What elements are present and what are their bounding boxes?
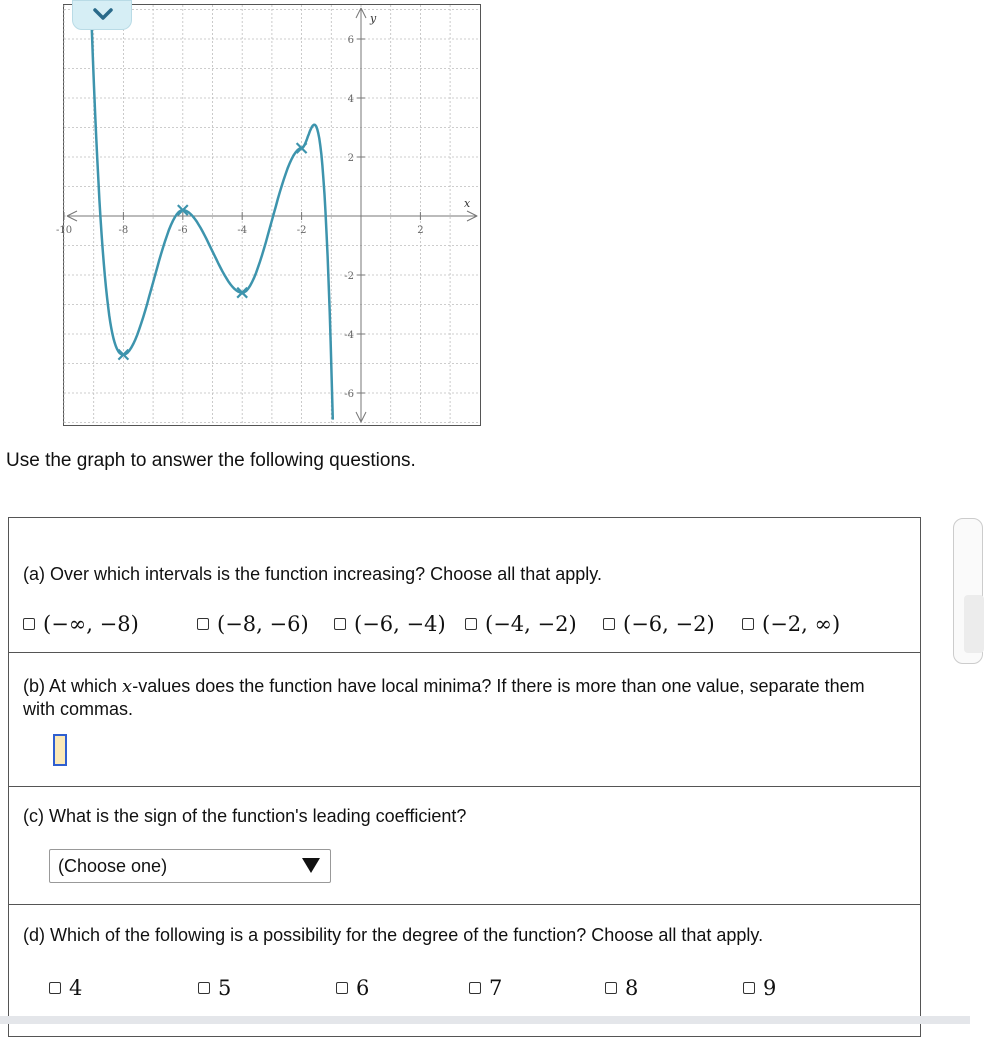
degree-option-7[interactable]: 7 bbox=[469, 976, 502, 1000]
checkbox[interactable] bbox=[603, 618, 615, 630]
interval-option-1[interactable]: (−∞, −8) bbox=[23, 612, 139, 636]
collapse-graph-button[interactable] bbox=[72, 0, 132, 30]
x-tick-label: -2 bbox=[296, 225, 307, 236]
function-graph bbox=[55, 4, 481, 426]
checkbox[interactable] bbox=[742, 618, 754, 630]
part-c bbox=[9, 787, 920, 905]
y-tick-label: -4 bbox=[344, 330, 354, 341]
checkbox[interactable] bbox=[334, 618, 346, 630]
leading-coefficient-select[interactable] bbox=[49, 849, 331, 883]
interval-option-4[interactable]: (−4, −2) bbox=[465, 612, 577, 636]
part-b bbox=[9, 653, 920, 787]
checkbox[interactable] bbox=[336, 982, 348, 994]
degree-option-4[interactable]: 4 bbox=[49, 976, 82, 1000]
x-tick-label: -8 bbox=[118, 225, 129, 236]
checkbox[interactable] bbox=[198, 982, 210, 994]
select-value: (Choose one) bbox=[58, 856, 168, 876]
bottom-bar bbox=[0, 1016, 970, 1024]
instructions-text: Use the graph to answer the following questions. bbox=[6, 450, 416, 471]
checkbox[interactable] bbox=[469, 982, 481, 994]
dropdown-arrow-icon bbox=[302, 858, 320, 873]
y-tick-label: 2 bbox=[347, 153, 354, 164]
x-tick-label: -4 bbox=[237, 225, 248, 236]
part-a bbox=[9, 518, 920, 653]
interval-option-3[interactable]: (−6, −4) bbox=[334, 612, 446, 636]
y-tick-label: 4 bbox=[347, 94, 354, 105]
x-axis-label: x bbox=[464, 197, 471, 210]
degree-option-5[interactable]: 5 bbox=[198, 976, 231, 1000]
y-tick-label: 6 bbox=[347, 35, 354, 46]
degree-option-9[interactable]: 9 bbox=[743, 976, 776, 1000]
part-c-question: (c) What is the sign of the function's leading coefficient? bbox=[23, 806, 467, 826]
checkbox[interactable] bbox=[743, 982, 755, 994]
part-d-question: (d) Which of the following is a possibility for the degree of the function? Choose all that apply. bbox=[23, 925, 764, 945]
checkbox[interactable] bbox=[23, 618, 35, 630]
x-tick-label: -6 bbox=[177, 225, 188, 236]
part-a-question: (a) Over which intervals is the function increasing? Choose all that apply. bbox=[23, 564, 602, 584]
checkbox[interactable] bbox=[605, 982, 617, 994]
y-tick-label: -2 bbox=[344, 271, 354, 282]
checkbox[interactable] bbox=[49, 982, 61, 994]
questions-panel bbox=[8, 517, 921, 1037]
checkbox[interactable] bbox=[465, 618, 477, 630]
side-panel-tab[interactable] bbox=[953, 518, 983, 664]
degree-option-6[interactable]: 6 bbox=[336, 976, 369, 1000]
x-tick-label: -10 bbox=[55, 225, 73, 236]
interval-option-2[interactable]: (−8, −6) bbox=[197, 612, 309, 636]
y-tick-label: -6 bbox=[344, 389, 354, 400]
interval-option-6[interactable]: (−2, ∞) bbox=[742, 612, 840, 636]
interval-option-5[interactable]: (−6, −2) bbox=[603, 612, 715, 636]
degree-option-8[interactable]: 8 bbox=[605, 976, 638, 1000]
checkbox[interactable] bbox=[197, 618, 209, 630]
local-minima-input[interactable] bbox=[53, 734, 67, 766]
y-axis-label: y bbox=[370, 12, 377, 25]
x-tick-label: 2 bbox=[417, 225, 424, 236]
part-b-question: (b) At which x-values does the function have local minima? If there is more than one value, separate them with commas. bbox=[23, 676, 865, 719]
chevron-down-icon bbox=[92, 5, 114, 25]
graph-canvas bbox=[55, 4, 481, 426]
